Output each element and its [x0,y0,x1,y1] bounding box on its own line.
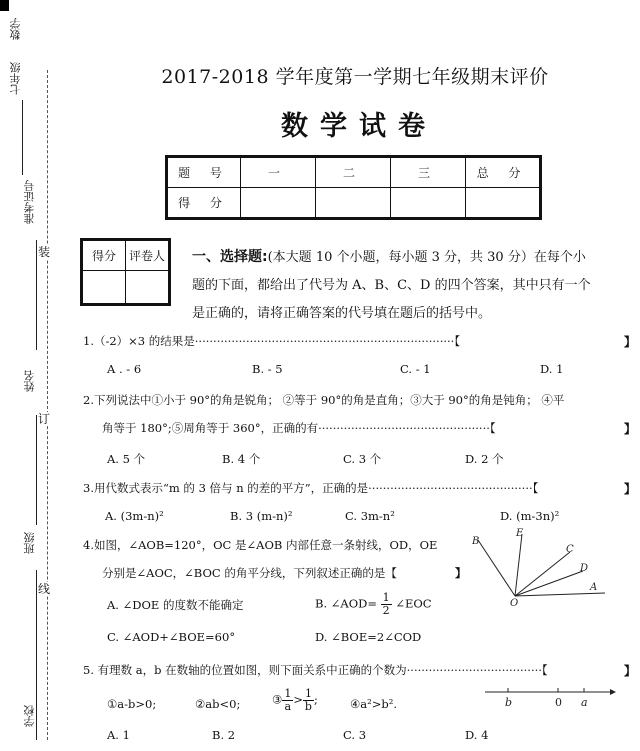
exam-number-label: 准考证号 [23,180,36,224]
bind-char-xian: 线 [38,582,51,596]
grader-score-header: 得分 [82,240,126,271]
grade-label: 七年级 [9,62,22,95]
question-4-option-b[interactable] [315,592,432,617]
score-header-3: 三 [391,157,466,188]
question-1-option-a[interactable]: A . - 6 [107,362,142,376]
question-3-stem: 3.用代数式表示“m 的 3 倍与 n 的差的平方”，正确的是·············································【 [83,481,539,495]
question-5-option-d[interactable]: D. 4 [465,728,489,742]
question-5-option-a[interactable]: A. 1 [107,728,130,742]
ray-od [515,571,583,596]
name-label: 姓名 [23,370,36,392]
question-3-close: 】 [623,482,636,496]
number-line-figure [480,680,620,710]
score-table [165,155,542,220]
question-5-option-b[interactable]: B. 2 [212,728,236,742]
question-5-close: 】 [623,664,636,678]
subject-label: 数学 [9,18,22,40]
question-5-stem: 5. 有理数 a，b 在数轴的位置如图，则下面关系中正确的个数为·····································【 [83,663,548,677]
angle-figure [470,528,610,608]
label-a: A [590,582,598,593]
score-table-header-row [167,157,541,188]
exam-title: 2017-2018 学年度第一学期七年级期末评价 [161,66,549,88]
section-1-instructions [192,243,632,328]
question-2-option-a[interactable]: A. 5 个 [107,452,146,466]
score-cell-2[interactable] [316,188,391,219]
question-4-option-c[interactable]: C. ∠AOD+∠BOE=60° [107,630,236,644]
section-1-heading: 一、选择题: [192,249,268,265]
binding-dashed-line [47,70,48,740]
school-label: 学校 [23,705,36,727]
question-3-option-d[interactable]: D. (m-3n)² [500,509,560,523]
question-4-stem-line-1: 4.如图，∠AOB=120°，OC 是∠AOB 内部任意一条射线，OD，OE [83,538,438,552]
question-5-statement-4: ④a²>b². [350,697,398,711]
class-label: 班级 [23,532,36,554]
question-1-stem: 1.（-2）×3 的结果是·······································································【 [83,334,461,348]
ray-oa [515,593,605,596]
score-header-1: 一 [241,157,316,188]
grader-table [80,238,171,306]
section-1-text-2: 题的下面，都给出了代号为 A、B、C、D 的四个答案，其中只有一个 [192,278,591,293]
question-4-option-b-suffix: ∠EOC [395,596,432,611]
score-cell-total[interactable] [466,188,541,219]
ray-ob [478,540,515,596]
question-4-option-b-prefix: B. ∠AOD= [315,596,377,611]
score-cell-1[interactable] [241,188,316,219]
question-2-option-b[interactable]: B. 4 个 [222,452,261,466]
question-5-statement-3: ③ $\frac{1}{a}$ > $\frac{1}{b}$ ; [272,687,318,713]
grader-name-header: 评卷人 [126,240,170,271]
question-2-close: 】 [623,422,636,436]
label-o: O [510,598,519,608]
question-4-close: 】 [455,566,467,580]
question-5-option-c[interactable]: C. 3 [343,728,367,742]
section-1-text-3: 是正确的，请将正确答案的代号填在题后的括号中。 [192,306,492,321]
question-2-option-d[interactable]: D. 2 个 [465,452,504,466]
question-1-close: 】 [623,335,636,349]
grader-name-cell[interactable] [126,271,170,305]
question-4-option-a[interactable]: A. ∠DOE 的度数不能确定 [107,598,244,612]
label-d: D [580,563,589,574]
name-field[interactable] [36,415,37,525]
ray-oe [515,534,522,596]
label-b: B [472,536,480,547]
question-5-statement-1: ①a-b>0; [107,697,157,711]
grader-score-cell[interactable] [82,271,126,305]
question-3-option-b[interactable]: B. 3 (m-n)² [230,509,293,523]
ray-oc [515,552,570,596]
score-row-label: 得 分 [167,188,241,219]
exam-number-field[interactable] [36,240,37,350]
question-3-option-a[interactable]: A. (3m-n)² [105,509,164,523]
question-4-stem-line-2: 分别是∠AOC，∠BOC 的角平分线，下列叙述正确的是【 [102,566,397,580]
question-2-stem-line-2: 角等于 180°;⑤周角等于 360°，正确的有···············································【 [102,421,496,435]
exam-subtitle: 数学试卷 [281,111,437,142]
corner-mark [0,0,9,11]
question-3-option-c[interactable]: C. 3m-n² [345,509,395,523]
question-1-option-d[interactable]: D. 1 [540,362,564,376]
question-2-stem-line-1: 2.下列说法中①小于 90°的角是锐角； ②等于 90°的角是直角；③大于 90°的角是钝角； ④平 [83,393,565,407]
axis-label-zero: 0 [555,696,562,709]
question-1-option-b[interactable]: B. - 5 [252,362,283,376]
question-2-option-c[interactable]: C. 3 个 [343,452,382,466]
score-table-value-row [167,188,541,219]
axis-label-a: a [581,696,588,709]
label-c: C [566,544,574,555]
bind-char-ding: 订 [38,412,51,426]
question-1-option-c[interactable]: C. - 1 [400,362,431,376]
section-1-text-1: (本大题 10 个小题，每小题 3 分，共 30 分）在每个小 [267,250,586,265]
question-4-option-d[interactable]: D. ∠BOE=2∠COD [315,630,422,644]
axis-label-b: b [505,696,513,709]
score-header-label: 题 号 [167,157,241,188]
question-5-statement-2: ②ab<0; [195,697,241,711]
school-field[interactable] [36,640,37,740]
label-e: E [516,528,524,539]
bind-char-zhuang: 装 [38,245,51,259]
score-header-2: 二 [316,157,391,188]
score-header-total: 总 分 [466,157,541,188]
question-4-option-b-fraction: $\frac{1}{2}$ [382,591,390,617]
score-cell-3[interactable] [391,188,466,219]
